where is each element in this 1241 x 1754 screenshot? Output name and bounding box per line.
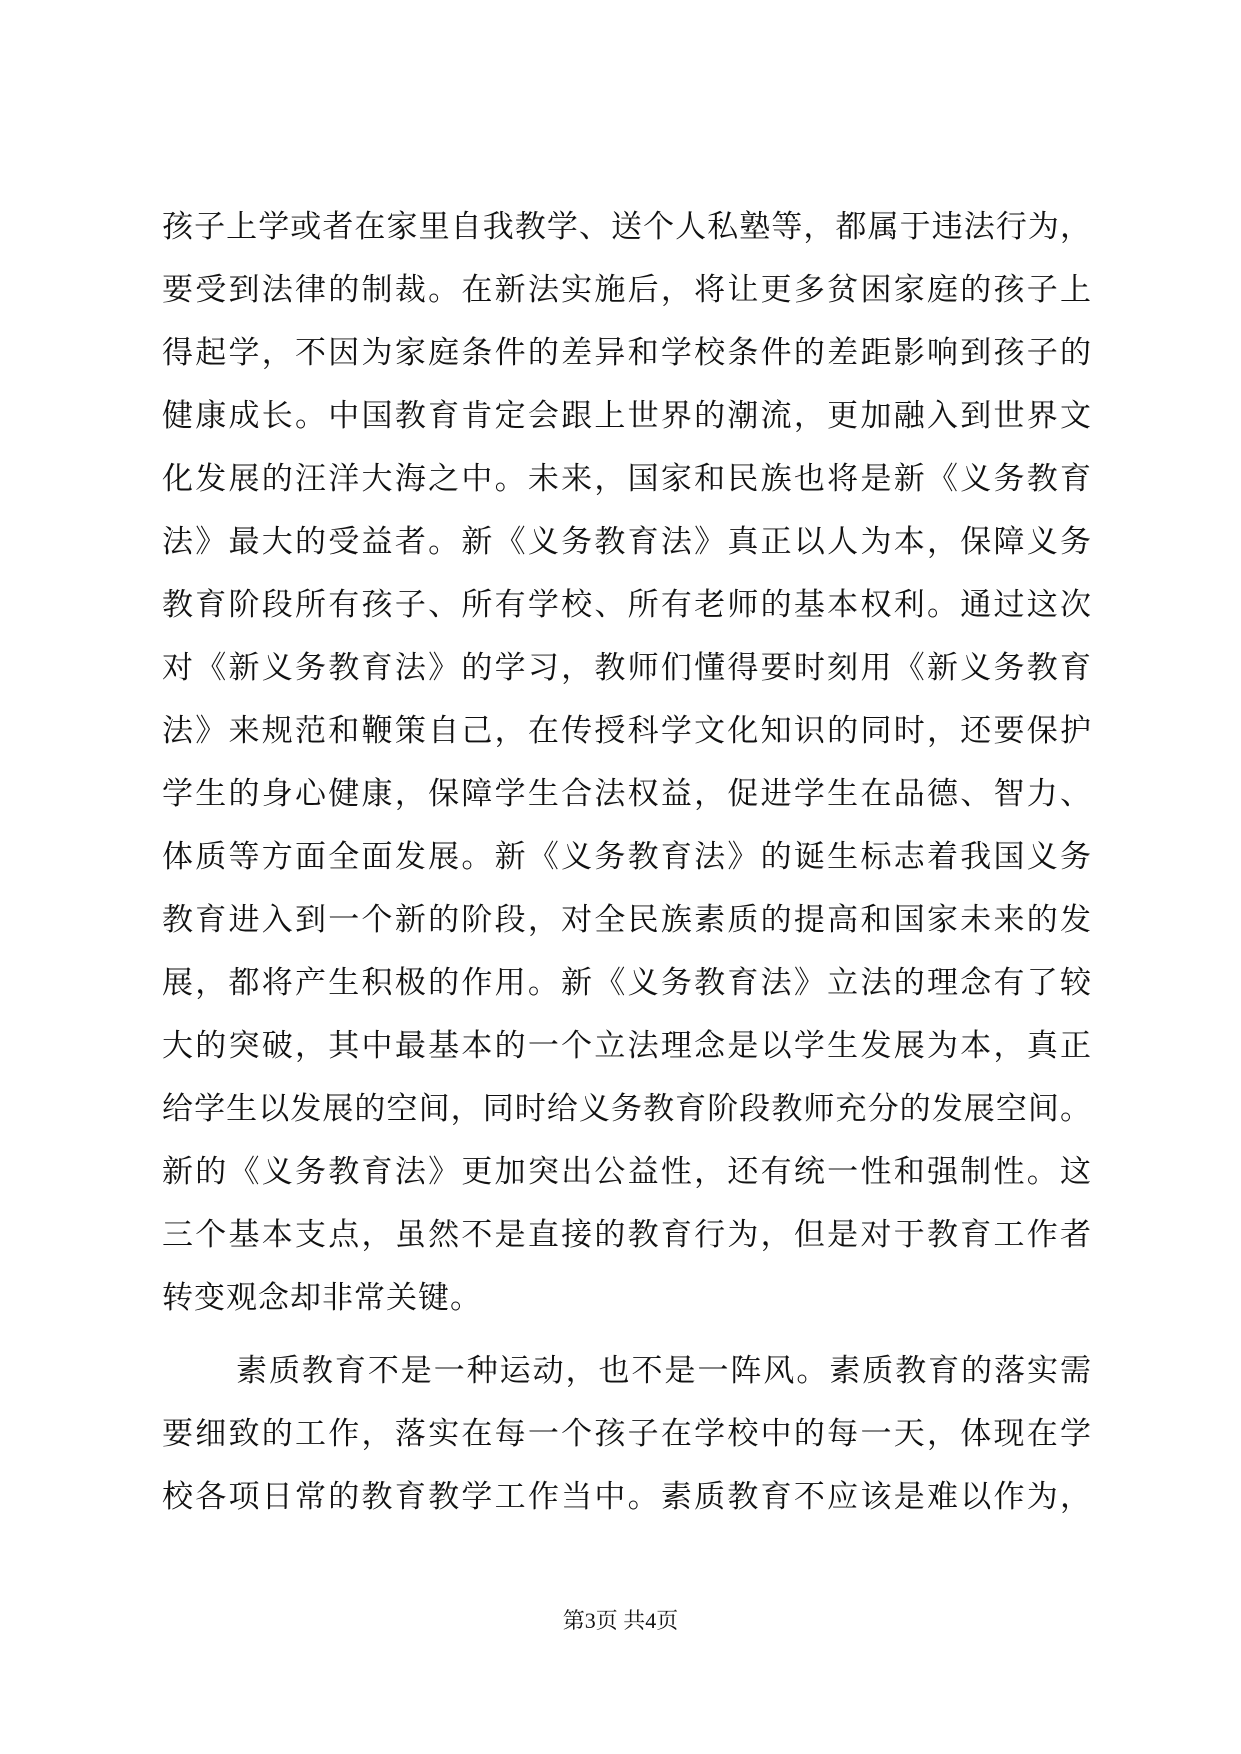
text-line: 健康成长。中国教育肯定会跟上世界的潮流，更加融入到世界文 xyxy=(162,398,1092,434)
text-line: 孩子上学或者在家里自我教学、送个人私塾等，都属于违法行为， xyxy=(162,209,1092,245)
page-number-footer: 第3页 共4页 xyxy=(562,1608,679,1633)
paragraph-1 xyxy=(162,196,1092,1330)
text-line: 法》来规范和鞭策自己，在传授科学文化知识的同时，还要保护 xyxy=(162,713,1092,749)
text-line: 要受到法律的制裁。在新法实施后，将让更多贫困家庭的孩子上 xyxy=(162,272,1092,308)
text-line: 要细致的工作，落实在每一个孩子在学校中的每一天，体现在学 xyxy=(162,1416,1092,1452)
text-line: 大的突破，其中最基本的一个立法理念是以学生发展为本，真正 xyxy=(162,1028,1092,1064)
text-line: 校各项日常的教育教学工作当中。素质教育不应该是难以作为， xyxy=(162,1479,1092,1515)
text-line: 教育阶段所有孩子、所有学校、所有老师的基本权利。通过这次 xyxy=(162,587,1092,623)
text-line: 教育进入到一个新的阶段，对全民族素质的提高和国家未来的发 xyxy=(162,902,1092,938)
text-line: 法》最大的受益者。新《义务教育法》真正以人为本，保障义务 xyxy=(162,524,1092,560)
text-line: 新的《义务教育法》更加突出公益性，还有统一性和强制性。这 xyxy=(162,1154,1092,1190)
text-line: 展，都将产生积极的作用。新《义务教育法》立法的理念有了较 xyxy=(162,965,1092,1001)
text-line: 给学生以发展的空间，同时给义务教育阶段教师充分的发展空间。 xyxy=(162,1091,1092,1127)
text-line: 对《新义务教育法》的学习，教师们懂得要时刻用《新义务教育 xyxy=(162,650,1092,686)
body-text xyxy=(162,196,1092,1529)
paragraph-spacing xyxy=(162,1330,1092,1340)
text-line: 素质教育不是一种运动，也不是一阵风。素质教育的落实需 xyxy=(236,1353,1092,1389)
text-line: 体质等方面全面发展。新《义务教育法》的诞生标志着我国义务 xyxy=(162,839,1092,875)
text-line: 三个基本支点，虽然不是直接的教育行为，但是对于教育工作者 xyxy=(162,1217,1092,1253)
text-line: 化发展的汪洋大海之中。未来，国家和民族也将是新《义务教育 xyxy=(162,461,1092,497)
text-line: 学生的身心健康，保障学生合法权益，促进学生在品德、智力、 xyxy=(162,776,1092,812)
text-line: 转变观念却非常关键。 xyxy=(162,1280,482,1316)
text-line: 得起学，不因为家庭条件的差异和学校条件的差距影响到孩子的 xyxy=(162,335,1092,371)
paragraph-2 xyxy=(162,1340,1092,1529)
